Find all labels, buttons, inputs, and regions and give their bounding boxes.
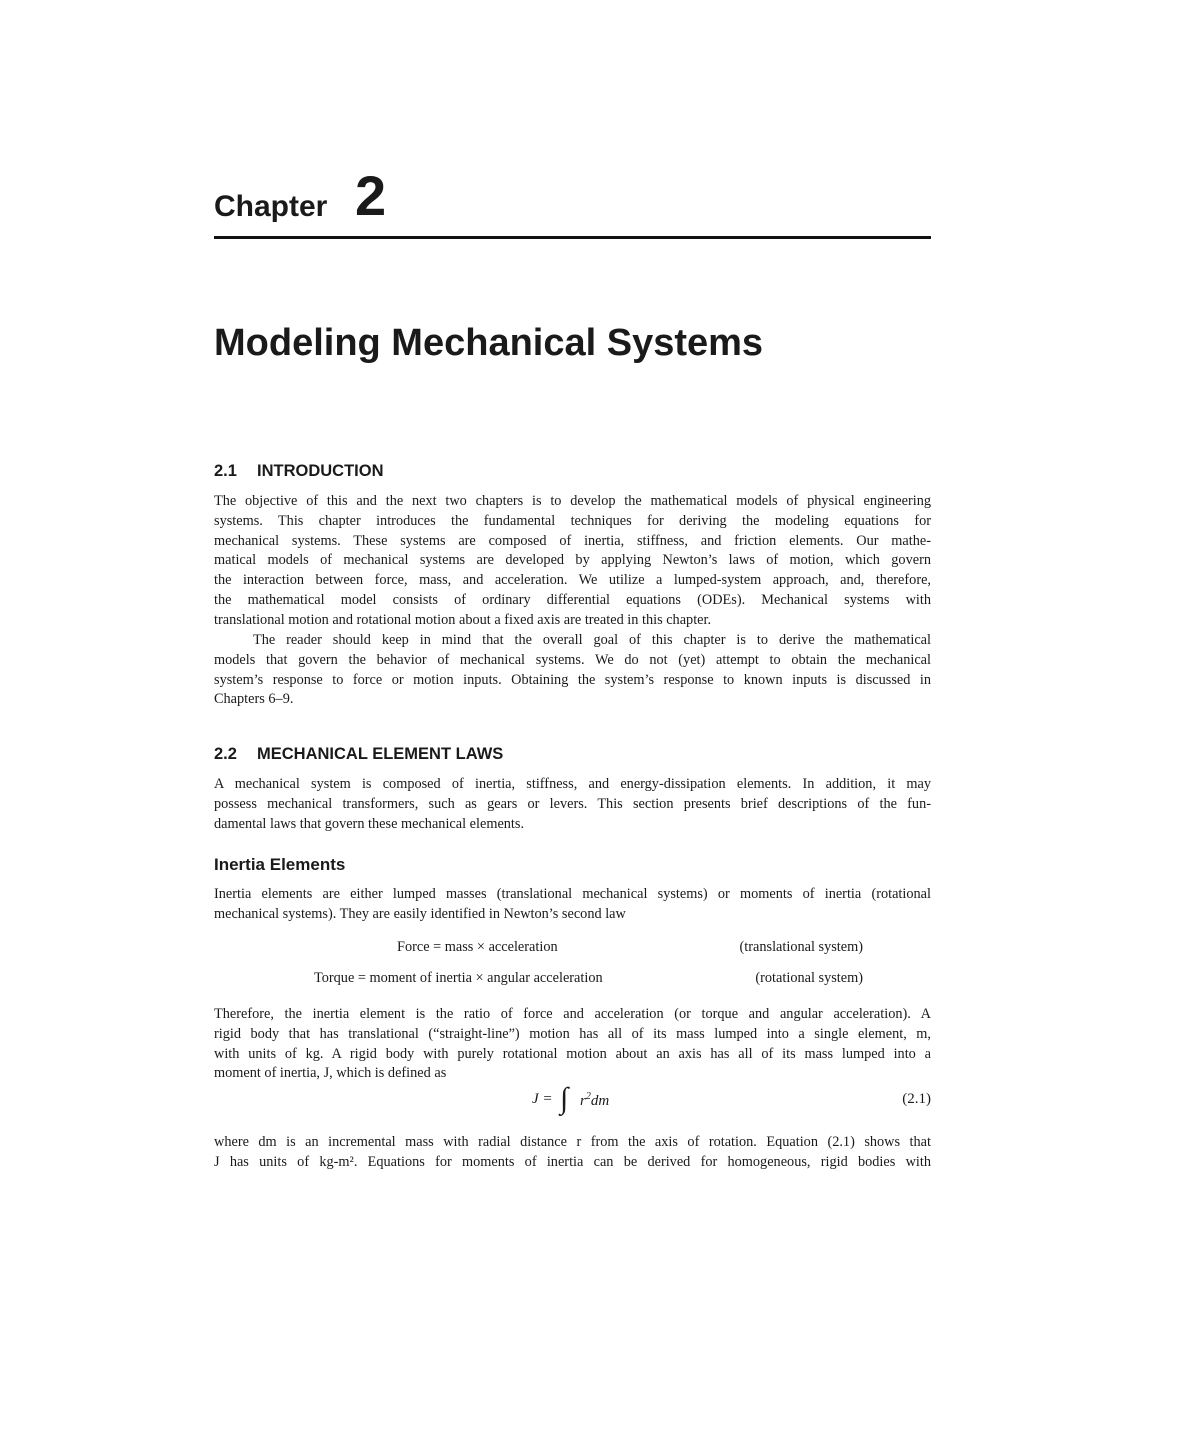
equation-lhs: J = — [532, 1091, 553, 1107]
text-line: matical models of mechanical systems are developed by applying Newton’s laws of motion, which govern — [214, 552, 931, 569]
equation-expression: Force = mass × acceleration — [397, 939, 558, 955]
text-line: A mechanical system is composed of inertia, stiffness, and energy-dissipation elements. In addition, it may — [214, 776, 931, 792]
text-line: system’s response to force or motion inputs. Obtaining the system’s response to known inputs is discussed in — [214, 671, 931, 688]
equation-force — [214, 939, 931, 959]
equation-note: (rotational system) — [755, 970, 863, 986]
equation-note: (translational system) — [739, 939, 863, 955]
section-heading-2-1 — [214, 462, 384, 481]
paragraph-inertia-definition — [214, 1005, 931, 1084]
subsection-heading-inertia: Inertia Elements — [214, 855, 346, 874]
text-line: Therefore, the inertia element is the ratio of force and acceleration (or torque and angular acceleration). A — [214, 1006, 931, 1022]
integral-sign: ∫ — [560, 1082, 569, 1115]
paragraph-intro-1 — [214, 492, 931, 631]
section-number: 2.2 — [214, 745, 237, 763]
text-line: systems. This chapter introduces the fundamental techniques for deriving the modeling equations for — [214, 512, 931, 529]
text-line: the interaction between force, mass, and acceleration. We utilize a lumped-system approach, and, therefore, — [214, 572, 931, 589]
equation-expression: Torque = moment of inertia × angular acceleration — [314, 970, 603, 986]
text-line: mechanical systems. These systems are composed of inertia, stiffness, and friction elements. Our mathe- — [214, 532, 931, 549]
text-line: Chapters 6–9. — [214, 691, 294, 708]
chapter-rule-divider — [214, 236, 931, 239]
chapter-number: 2 — [355, 164, 387, 227]
text-line: J has units of kg-m². Equations for moments of inertia can be derived for homogeneous, rigid bodies with — [214, 1153, 931, 1170]
text-line: mechanical systems). They are easily identified in Newton’s second law — [214, 905, 626, 922]
equation-rhs: $r^2dm$ — [580, 1091, 610, 1109]
section-heading-2-2 — [214, 745, 503, 764]
text-line: damental laws that govern these mechanical elements. — [214, 815, 525, 832]
text-line: Inertia elements are either lumped masses (translational mechanical systems) or moments of inertia (rotational — [214, 886, 931, 902]
paragraph-inertia-intro — [214, 885, 931, 925]
text-line: rigid body that has translational (“straight-line”) motion has all of its mass lumped into a single element, m, — [214, 1025, 931, 1042]
section-number: 2.1 — [214, 462, 237, 480]
text-line: moment of inertia, J, which is defined as — [214, 1065, 447, 1082]
chapter-label: Chapter — [214, 190, 328, 223]
equation-number: (2.1) — [902, 1091, 931, 1107]
text-line: possess mechanical transformers, such as gears or levers. This section presents brief descriptions of the fun- — [214, 795, 931, 812]
text-line: with units of kg. A rigid body with purely rotational motion about an axis has all of its mass lumped into a — [214, 1045, 931, 1062]
section-title: INTRODUCTION — [257, 462, 384, 480]
text-line: The reader should keep in mind that the overall goal of this chapter is to derive the mathematical — [253, 632, 931, 648]
text-line: translational motion and rotational motion about a fixed axis are treated in this chapter. — [214, 611, 712, 628]
section-title: MECHANICAL ELEMENT LAWS — [257, 745, 504, 763]
equation-torque — [214, 970, 931, 990]
chapter-heading — [214, 164, 931, 227]
text-line: where dm is an incremental mass with radial distance r from the axis of rotation. Equation (2.1) shows that — [214, 1134, 931, 1150]
equation-moment-of-inertia — [214, 1082, 931, 1122]
paragraph-element-laws — [214, 775, 931, 834]
text-line: the mathematical model consists of ordinary differential equations (ODEs). Mechanical systems with — [214, 591, 931, 608]
text-line: models that govern the behavior of mechanical systems. We do not (yet) attempt to obtain the mechanical — [214, 651, 931, 668]
paragraph-intro-2 — [214, 631, 931, 710]
chapter-title: Modeling Mechanical Systems — [214, 322, 764, 364]
text-line: The objective of this and the next two chapters is to develop the mathematical models of physical engineering — [214, 493, 931, 509]
paragraph-inertia-units — [214, 1133, 931, 1173]
